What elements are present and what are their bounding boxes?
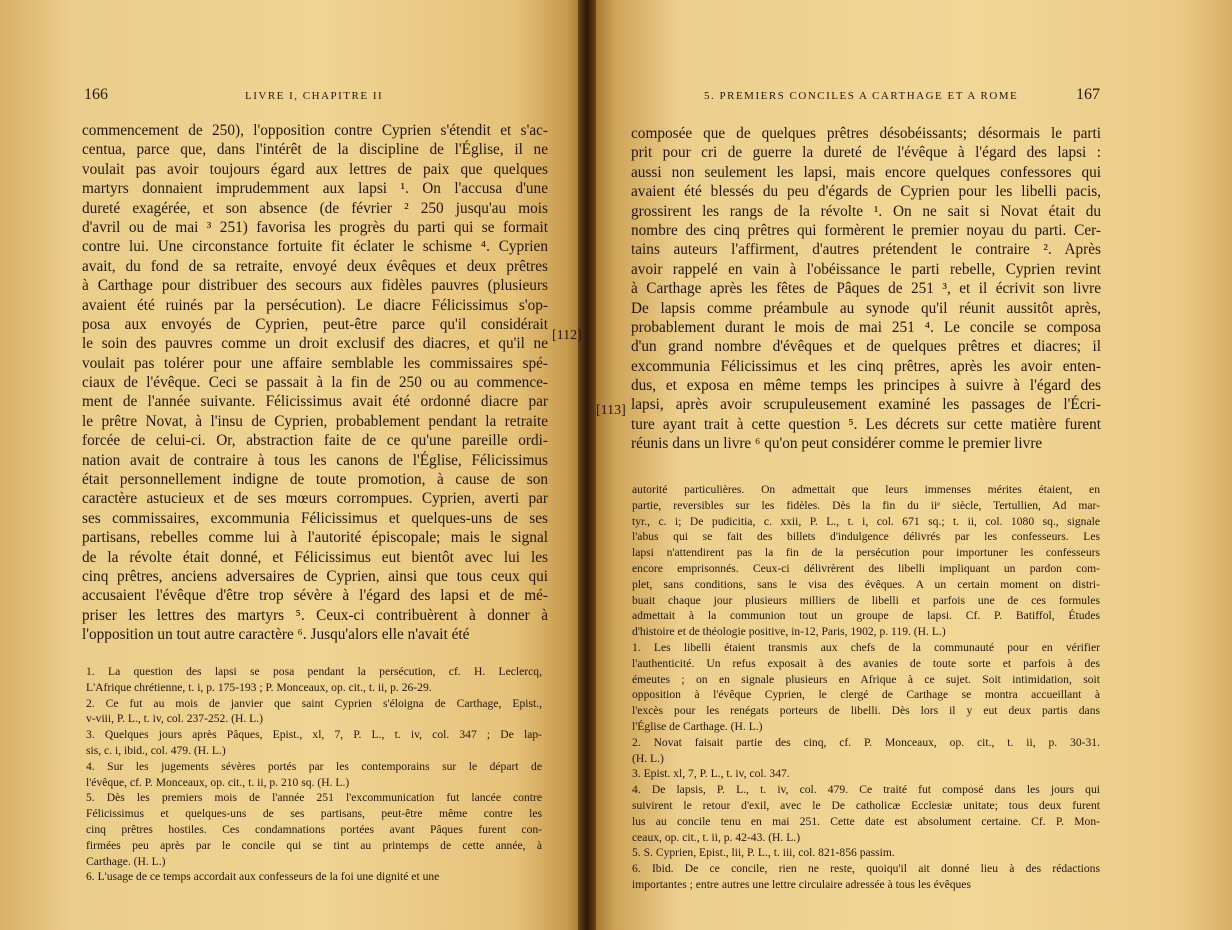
right-running-head: 5. PREMIERS CONCILES A CARTHAGE ET A ROME — [704, 90, 1019, 102]
body-line: contre lui. Une circonstance fortuite fit éclater le schisme ⁴. Cyprien — [82, 238, 548, 256]
footnote-line: importantes ; entre autres une lettre circulaire adressée à tous les évêques — [632, 877, 971, 891]
footnote — [632, 782, 1100, 845]
footnote-line: buait chaque jour plusieurs milliers de libelli et parfois une de ces formules — [632, 593, 1100, 607]
footnote-line: firmées peu après par le concile qui se tint au printemps de cette année, à — [86, 838, 542, 852]
footnote-line: l'Église de Carthage. (H. L.) — [632, 719, 763, 733]
body-line: caractère astucieux et de ses mœurs corrompues. Cyprien, averti par — [82, 490, 548, 508]
footnote-line: 3. Quelques jours après Pâques, Epist., xl, 7, P. L., t. iv, col. 347 ; De lap- — [86, 728, 542, 742]
book-gutter — [578, 0, 596, 930]
body-line: avaient été ruinés par la persécution). Le diacre Félicissimus s'op- — [82, 296, 548, 314]
body-line: forcée de celui-ci. Or, abstraction faite de ce qu'une pareille ordi- — [82, 432, 548, 450]
body-line: de la révolte était donné, et Félicissimus eut bientôt avec lui les — [82, 548, 548, 566]
body-line: avoir rappelé en vain à l'obéissance le parti rebelle, Cyprien revint — [631, 260, 1101, 278]
body-line: accusaient l'évêque d'être trop sévère à l'égard des lapsi et de mé- — [82, 587, 548, 605]
footnote-line: 1. La question des lapsi se posa pendant la persécution, cf. H. Leclercq, — [86, 665, 542, 678]
left-page — [0, 0, 584, 930]
footnote-line: plet, sans conditions, sans le visa des évêques. A un certain moment on distri- — [632, 577, 1100, 591]
body-line: à Carthage pour distribuer des secours aux fidèles pauvres (plusieurs — [82, 277, 548, 295]
footnote-line: l'excès pour les renégats porteurs de libelli. Dès lors il y eut deux partis dans — [632, 704, 1100, 718]
body-line: excommunia Félicissimus et les cinq prêtres, après les avoir enten- — [631, 357, 1101, 375]
body-line: voulait pas avoir toujours égard aux lettres de paix que quelques — [82, 160, 548, 178]
footnote — [632, 640, 1100, 735]
footnote — [86, 696, 542, 728]
margin-marker-113: [113] — [596, 403, 626, 418]
footnote-line: l'abus qui se fait des billets d'indulgence délivrés par les confesseurs. Les — [632, 530, 1100, 544]
body-line: d'avril ou de mai ³ 251) favorisa les progrès du parti qui se formait — [82, 218, 548, 236]
body-line: partisans, rebelles comme lui à l'autorité épiscopale; mais le signal — [82, 529, 548, 547]
right-body-text — [631, 124, 1101, 454]
footnote-line: opposition à l'évêque Cyprien, le clergé de Carthage se montra accueillant à — [632, 688, 1100, 702]
footnote-line: 3. Epist. xl, 7, P. L., t. iv, col. 347. — [632, 767, 790, 781]
body-line: avait, du fond de sa retraite, envoyé deux évêques et deux prêtres — [82, 257, 548, 275]
body-line: aussi non seulement les lapsi, mais encore quelques confessores qui — [631, 163, 1101, 181]
footnote-line: (H. L.) — [632, 751, 664, 765]
body-line: ment de l'année suivante. Félicissimus avait été ordonné diacre par — [82, 393, 548, 411]
body-line: dus, et exposa en même temps les principes à suivre à l'égard des — [631, 377, 1101, 395]
footnote-line: Carthage. (H. L.) — [86, 854, 166, 868]
footnote — [86, 869, 542, 885]
body-line: le prêtre Novat, à l'insu de Cyprien, probablement pendant la retraite — [82, 412, 548, 430]
body-line: ciaux de l'évêque. Ceci se passait à la fin de 250 ou au commence- — [82, 374, 548, 392]
body-line: commencement de 250), l'opposition contre Cyprien s'étendit et s'ac- — [82, 122, 548, 139]
footnote-line: d'histoire et de théologie positive, in-12, Paris, 1902, p. 119. (H. L.) — [632, 625, 946, 639]
footnote-line: ceaux, op. cit., t. ii, p. 42-43. (H. L.) — [632, 830, 801, 844]
footnote — [632, 861, 1100, 893]
footnote-line: v-viii, P. L., t. iv, col. 237-252. (H. L.) — [86, 712, 264, 726]
right-page-number: 167 — [1076, 86, 1100, 103]
footnote-line: 6. L'usage de ce temps accordait aux confesseurs de la foi une dignité et une — [86, 870, 440, 884]
body-line: dureté exagérée, et son absence (de février ² 250 jusqu'au mois — [82, 199, 548, 217]
footnote-line: L'Afrique chrétienne, t. i, p. 175-193 ; P. Monceaux, op. cit., t. ii, p. 26-29. — [86, 680, 432, 694]
body-line: composée que de quelques prêtres désobéissants; désormais le parti — [631, 125, 1101, 142]
footnote-line: sis, c. i, ibid., col. 479. (H. L.) — [86, 743, 226, 757]
footnote-line: 4. De lapsis, P. L., t. iv, col. 479. Ce traité fut composé dans les jours qui — [632, 783, 1100, 797]
left-running-head: LIVRE I, CHAPITRE II — [245, 90, 384, 102]
footnote — [632, 482, 1100, 640]
body-line: ture ayant trait à cette question ⁵. Les décrets sur cette matière furent — [631, 415, 1101, 433]
footnote-line: tyr., c. i; De pudicitia, c. xxii, P. L., t. i, col. 671 sq.; t. ii, col. 1080 sq., signale — [632, 514, 1100, 528]
footnote-line: 4. Sur les jugements sévères portés par les contemporains sur le départ de — [86, 759, 542, 773]
body-line: centua, parce que, dans l'intérêt de la discipline de l'Église, il ne — [82, 141, 548, 159]
footnote-line: admettait à la communion tout un groupe de lapsi. Cf. P. Batiffol, Études — [632, 609, 1100, 623]
footnote-line: 2. Novat faisait partie des cinq, cf. P. Monceaux, op. cit., t. ii, p. 30-31. — [632, 735, 1100, 749]
footnote-line: Félicissimus et quelques-uns de ses partisans, peut-être même contre les — [86, 807, 542, 821]
body-line: était personnellement indigne de toute promotion, à cause de son — [82, 471, 548, 489]
left-footnotes — [86, 664, 542, 885]
body-line: d'un grand nombre d'évêques et de quelques prêtres et diacres; il — [631, 338, 1101, 356]
footnote-line: lus au concile tenu en mai 251. Cette date est absolument certaine. Cf. P. Mon- — [632, 814, 1100, 828]
footnote-line: l'authenticité. Un refus exposait à des avanies de toute sorte et parfois à des — [632, 656, 1100, 670]
footnote-line: 1. Les libelli étaient transmis aux chefs de la communauté pour en vérifier — [632, 640, 1100, 654]
body-line: voulait pas tolérer pour une affaire semblable les commissaires spé- — [82, 354, 548, 372]
margin-marker-112: [112] — [552, 328, 582, 343]
footnote — [86, 790, 542, 869]
footnote-line: partie, reversibles sur les fidèles. Dès la fin du iiᵉ siècle, Tertullien, Ad mar- — [632, 498, 1100, 512]
footnote — [632, 735, 1100, 767]
footnote-line: suivirent le retour d'exil, avec le De catholicæ Ecclesiæ unitate; tous deux furent — [632, 798, 1100, 812]
body-line: ses commissaires, excommunia Félicissimus et quelques-uns de ses — [82, 509, 548, 527]
footnote-line: 6. Ibid. De ce concile, rien ne reste, quoiqu'il ait donné lieu à des rédactions — [632, 862, 1100, 876]
footnote — [632, 845, 1100, 861]
body-line: cinq prêtres, anciens adversaires de Cyprien, ainsi que tous ceux qui — [82, 567, 548, 585]
body-line: tains auteurs l'affirment, d'autres prétendent le contraire ². Après — [631, 241, 1101, 259]
body-line: l'opposition un tout autre caractère ⁶. Jusqu'alors elle n'avait été — [82, 626, 470, 644]
body-line: probablement durant le mois de mai 251 ⁴. Le concile se composa — [631, 318, 1101, 336]
body-line: réunis dans un livre ⁶ qu'on peut considérer comme le premier livre — [631, 435, 1043, 453]
footnote-line: cinq prêtres hostiles. Ces condamnations portées avant Pâques furent con- — [86, 822, 542, 836]
body-line: martyrs donnaient imprudemment aux lapsi ¹. On l'accusa d'une — [82, 180, 548, 198]
left-page-number: 166 — [84, 86, 108, 103]
body-line: priser les lettres des martyrs ⁵. Ceux-ci contribuèrent à donner à — [82, 606, 548, 624]
footnote — [86, 727, 542, 759]
footnote-line: autorité particulières. On admettait que leurs immenses mérites étaient, en — [632, 483, 1100, 496]
body-line: lapsi, après avoir scrupuleusement examiné les passages de l'Écri- — [631, 396, 1101, 414]
left-body-text — [82, 121, 548, 645]
body-line: nation avait de contraire à tous les canons de l'Église, Félicissimus — [82, 451, 548, 469]
right-page — [590, 0, 1232, 930]
footnote-line: 5. S. Cyprien, Epist., lii, P. L., t. iii, col. 821-856 passim. — [632, 846, 895, 860]
footnote-line: émeutes ; on en signale plusieurs en Afrique à ce sujet. Soit intimidation, soit — [632, 672, 1100, 686]
footnote — [632, 766, 1100, 782]
footnote — [86, 664, 542, 696]
body-line: prit pour cri de guerre la dureté de l'évêque à l'égard des lapsi : — [631, 144, 1101, 162]
body-line: posa aux envoyés de Cyprien, peut-être parce qu'il considérait — [82, 315, 548, 333]
footnote-line: 2. Ce fut au mois de janvier que saint Cyprien s'éloigna de Carthage, Epist., — [86, 696, 542, 710]
footnote — [86, 759, 542, 791]
body-line: De lapsis comme préambule au synode qu'il réunit aussitôt après, — [631, 299, 1101, 317]
body-line: grossirent les rangs de la révolte ¹. On ne sait si Novat était du — [631, 202, 1101, 220]
footnote-line: l'évêque, cf. P. Monceaux, op. cit., t. ii, p. 210 sq. (H. L.) — [86, 775, 350, 789]
body-line: à Carthage après les fêtes de Pâques de 251 ³, et il écrivit son livre — [631, 280, 1101, 298]
footnote-line: encore emprisonnés. Ceux-ci délivrèrent des libelli impliquant un pardon com- — [632, 561, 1100, 575]
body-line: nombre des cinq prêtres qui formèrent le premier noyau du parti. Cer- — [631, 221, 1101, 239]
right-footnotes — [632, 482, 1100, 893]
body-line: avaient été blessés du peu d'égards de Cyprien pour les libelli pacis, — [631, 183, 1101, 201]
body-line: le soin des pauvres comme un droit exclusif des diacres, et qu'il ne — [82, 335, 548, 353]
footnote-line: lapsi n'attendirent pas la fin de la persécution pour importuner les confesseurs — [632, 546, 1100, 560]
footnote-line: 5. Dès les premiers mois de l'année 251 l'excommunication fut lancée contre — [86, 791, 542, 805]
